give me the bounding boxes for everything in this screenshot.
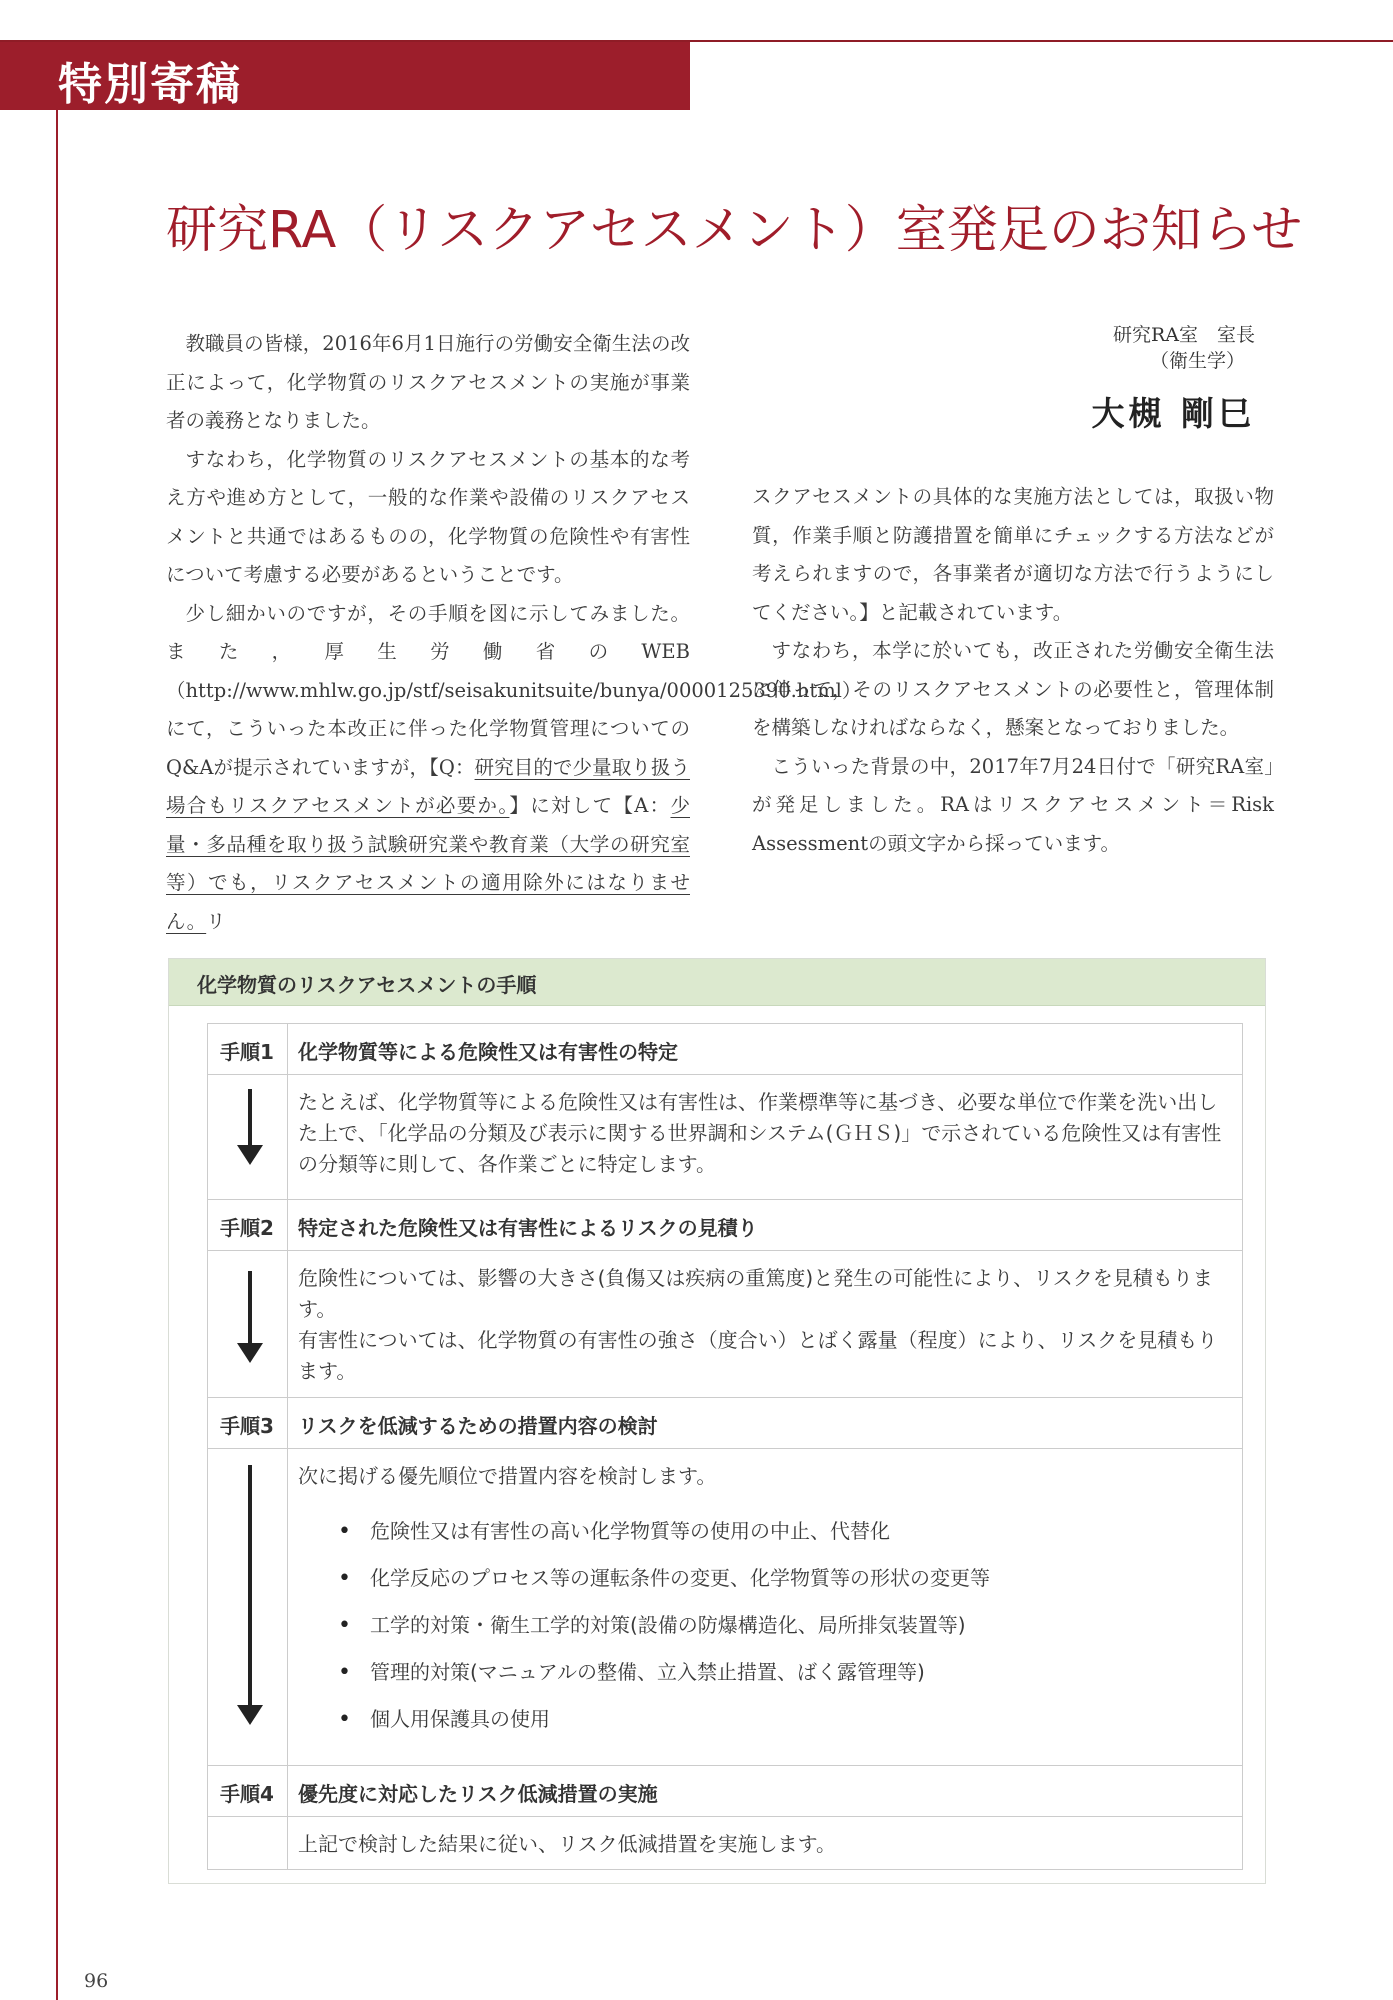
list-item: • 工学的対策・衛生工学的対策(設備の防爆構造化、局所排気装置等) xyxy=(338,1602,1228,1649)
article-column-right xyxy=(752,478,1274,863)
list-item: • 管理的対策(マニュアルの整備、立入禁止措置、ばく露管理等) xyxy=(338,1649,1228,1696)
step-description: 上記で検討した結果に従い、リスク低減措置を実施します。 xyxy=(298,1832,836,1856)
procedure-title: 化学物質のリスクアセスメントの手順 xyxy=(197,973,537,997)
step-heading: 特定された危険性又は有害性によるリスクの見積り xyxy=(298,1216,758,1240)
step-description xyxy=(288,1251,1242,1397)
down-arrow-icon xyxy=(248,1465,252,1707)
answer-underlined: 少量・多品種を取り扱う試験研究業や教育業（大学の研究室等）でも，リスクアセスメントの適用除外にはなりません。 xyxy=(166,794,690,933)
description-line: 危険性については、影響の大きさ(負傷又は疾病の重篤度)と発生の可能性により、リスクを見積もります。 xyxy=(298,1266,1213,1321)
step-body-row xyxy=(208,1251,1242,1398)
paragraph-continuation: スクアセスメントの具体的な実施方法としては，取扱い物質，作業手順と防護措置を簡単にチェックする方法などが考えられますので，各事業者が適切な方法で行うようにしてください。】と記載されています。 xyxy=(752,485,1274,624)
paragraph-text: 少し細かいのですが，その手順を図に示してみました。また，厚生労働省のWEB（http://www.mhlw.go.jp/stf/seisakunitsuite/bunya/0000125390.html）にて，こういった本改正に伴った化学物質管理についてのQ&Aが提示されていますが，【Q： xyxy=(166,601,862,779)
section-label: 特別寄稿 xyxy=(58,59,242,110)
arrow-cell xyxy=(208,1449,288,1765)
procedure-header xyxy=(169,959,1265,1006)
step-heading-row xyxy=(208,1200,1242,1251)
author-role: 研究RA室 室長 xyxy=(1112,324,1255,346)
arrowhead-icon xyxy=(237,1145,263,1165)
step-description xyxy=(288,1449,1242,1765)
paragraph-text: 】に対して【A： xyxy=(509,794,671,817)
step-description: たとえば、化学物質等による危険性又は有害性は、作業標準等に基づき、必要な単位で作業を洗い出した上で、「化学品の分類及び表示に関する世界調和システム(ＧＨＳ)」で示されている危険性又は有害性の分類等に則して、各作業ごとに特定します。 xyxy=(298,1090,1222,1176)
step-heading-row xyxy=(208,1024,1242,1075)
step-label: 手順3 xyxy=(208,1398,288,1448)
arrow-cell xyxy=(208,1251,288,1397)
step-heading: 優先度に対応したリスク低減措置の実施 xyxy=(298,1782,658,1806)
paragraph: すなわち，本学に於いても，改正された労働安全衛生法に伴って，そのリスクアセスメントの必要性と，管理体制を構築しなければならなく，懸案となっておりました。 xyxy=(752,639,1274,739)
list-item: • 個人用保護具の使用 xyxy=(338,1696,1228,1743)
step-label: 手順1 xyxy=(208,1024,288,1074)
list-item: • 危険性又は有害性の高い化学物質等の使用の中止、代替化 xyxy=(338,1508,1228,1555)
measure-list xyxy=(298,1508,1228,1743)
step-body-row xyxy=(208,1817,1242,1869)
paragraph: 教職員の皆様，2016年6月1日施行の労働安全衛生法の改正によって，化学物質のリスクアセスメントの実施が事業者の義務となりました。 xyxy=(166,332,690,432)
arrowhead-icon xyxy=(237,1705,263,1725)
step-intro: 次に掲げる優先順位で措置内容を検討します。 xyxy=(298,1464,717,1488)
author-block xyxy=(1092,322,1256,435)
step-body-row xyxy=(208,1449,1242,1766)
list-item: • 化学反応のプロセス等の運転条件の変更、化学物質等の形状の変更等 xyxy=(338,1555,1228,1602)
article-title: 研究RA（リスクアセスメント）室発足のお知らせ xyxy=(166,201,1303,260)
margin-rule xyxy=(56,110,58,2000)
step-heading: リスクを低減するための措置内容の検討 xyxy=(298,1414,658,1438)
step-heading: 化学物質等による危険性又は有害性の特定 xyxy=(298,1040,678,1064)
paragraph: すなわち，化学物質のリスクアセスメントの基本的な考え方や進め方として，一般的な作業や設備のリスクアセスメントと共通ではあるものの，化学物質の危険性や有害性について考慮する必要があるということです。 xyxy=(166,447,690,586)
arrow-cell xyxy=(208,1075,288,1199)
article-column-left xyxy=(166,325,862,941)
step-body-row xyxy=(208,1075,1242,1200)
down-arrow-icon xyxy=(248,1089,252,1147)
author-name: 大槻 剛巳 xyxy=(1091,394,1255,433)
step-label: 手順2 xyxy=(208,1200,288,1250)
arrowhead-icon xyxy=(237,1343,263,1363)
step-heading-row xyxy=(208,1398,1242,1449)
description-line: 有害性については、化学物質の有害性の強さ（度合い）とばく露量（程度）により、リスクを見積もります。 xyxy=(298,1328,1218,1383)
paragraph-text: リ xyxy=(206,909,226,933)
author-dept: （衛生学） xyxy=(1149,350,1245,372)
page-number: 96 xyxy=(84,1970,109,1992)
question-underlined: 研究目的で少量取り扱う場合もリスクアセスメントが必要か。 xyxy=(166,755,690,817)
step-label: 手順4 xyxy=(208,1766,288,1816)
paragraph: こういった背景の中，2017年7月24日付で「研究RA室」が発足しました。RAはリスクアセスメント＝Risk Assessmentの頭文字から採っています。 xyxy=(752,754,1274,855)
empty-cell xyxy=(208,1817,288,1869)
step-heading-row xyxy=(208,1766,1242,1817)
procedure-table xyxy=(207,1023,1243,1870)
paragraph-with-qa xyxy=(166,595,862,942)
procedure-figure xyxy=(168,958,1266,1884)
down-arrow-icon xyxy=(248,1271,252,1345)
